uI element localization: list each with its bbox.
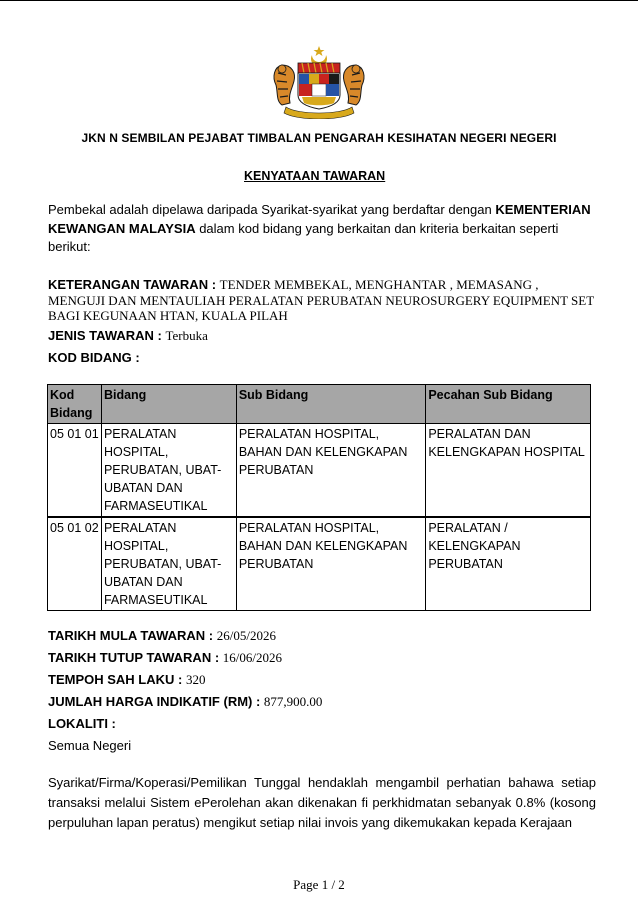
page-title: JKN N SEMBILAN PEJABAT TIMBALAN PENGARAH KESIHATAN NEGERI NEGERI xyxy=(81,131,557,145)
jumlah-harga xyxy=(48,693,322,711)
lokaliti-label: LOKALITI : xyxy=(48,716,116,731)
tarikh-tutup xyxy=(48,649,282,667)
tarikh-tutup-label: TARIKH TUTUP TAWARAN : xyxy=(48,650,223,665)
column-header-sub-bidang: Sub Bidang xyxy=(236,385,426,424)
harga-label: JUMLAH HARGA INDIKATIF (RM) : xyxy=(48,694,264,709)
keterangan-label: KETERANGAN TAWARAN : xyxy=(48,277,220,292)
tempoh-label: TEMPOH SAH LAKU : xyxy=(48,672,186,687)
cell-kod: 05 01 01 xyxy=(48,424,102,518)
column-header-bidang: Bidang xyxy=(101,385,236,424)
page-number: Page 1 / 2 xyxy=(293,877,345,892)
top-border-line xyxy=(0,0,638,1)
intro-text-start: Pembekal adalah dipelawa daripada Syarikat-syarikat yang berdaftar dengan xyxy=(48,202,496,217)
tarikh-mula-value: 26/05/2026 xyxy=(216,628,276,643)
jenis-tawaran xyxy=(48,327,208,345)
cell-kod: 05 01 02 xyxy=(48,517,102,611)
jenis-value: Terbuka xyxy=(165,328,208,343)
column-header-pecahan: Pecahan Sub Bidang xyxy=(426,385,591,424)
intro-paragraph xyxy=(48,201,596,257)
cell-pecahan: PERALATAN DAN KELENGKAPAN HOSPITAL xyxy=(426,424,591,518)
cell-sub-bidang: PERALATAN HOSPITAL, BAHAN DAN KELENGKAPAN PERUBATAN xyxy=(236,517,426,611)
notice-paragraph: Syarikat/Firma/Koperasi/Pemilikan Tunggal hendaklah mengambil perhatian bahawa setiap transaksi melalui Sistem ePerolehan akan dikenakan fi perkhidmatan sebanyak 0.8% (kosong perpuluhan lapan peratus) mengikut setiap nilai invois yang dikemukakan kepada Kerajaan xyxy=(48,775,596,830)
cell-pecahan: PERALATAN / KELENGKAPAN PERUBATAN xyxy=(426,517,591,611)
keterangan-tawaran xyxy=(48,277,596,324)
malaysia-coat-of-arms-icon xyxy=(268,45,370,119)
tarikh-tutup-value: 16/06/2026 xyxy=(222,650,282,665)
cell-sub-bidang: PERALATAN HOSPITAL, BAHAN DAN KELENGKAPAN PERUBATAN xyxy=(236,424,426,518)
tarikh-mula xyxy=(48,627,276,645)
intro-ministry: KEMENTERIAN KEWANGAN MALAYSIA xyxy=(48,202,591,236)
intro-text-end: dalam kod bidang yang berkaitan dan kriteria berkaitan seperti berikut: xyxy=(48,220,559,254)
lokaliti-value: Semua Negeri xyxy=(48,738,132,753)
keterangan-value: TENDER MEMBEKAL, MENGHANTAR , MEMASANG , MENGUJI DAN MENTAULIAH PERALATAN PERUBATAN NEUROSURGERY EQUIPMENT SET BAGI KEGUNAAN HTAN, KUALA PILAH xyxy=(48,277,594,323)
jenis-label: JENIS TAWARAN : xyxy=(48,328,166,343)
tempoh-value: 320 xyxy=(185,672,206,687)
tempoh-sah-laku xyxy=(48,671,205,689)
harga-value: 877,900.00 xyxy=(263,694,323,709)
table-row xyxy=(48,517,591,611)
column-header-kod: Kod Bidang xyxy=(48,385,102,424)
tarikh-mula-label: TARIKH MULA TAWARAN : xyxy=(48,628,217,643)
kod-bidang-label: KOD BIDANG : xyxy=(48,350,140,365)
table-row xyxy=(48,424,591,518)
document-subtitle: KENYATAAN TAWARAN xyxy=(244,169,386,183)
table-header-row xyxy=(48,385,591,424)
cell-bidang: PERALATAN HOSPITAL, PERUBATAN, UBAT-UBATAN DAN FARMASEUTIKAL xyxy=(101,517,236,611)
kod-bidang-table xyxy=(47,384,591,611)
cell-bidang: PERALATAN HOSPITAL, PERUBATAN, UBAT-UBATAN DAN FARMASEUTIKAL xyxy=(101,424,236,518)
